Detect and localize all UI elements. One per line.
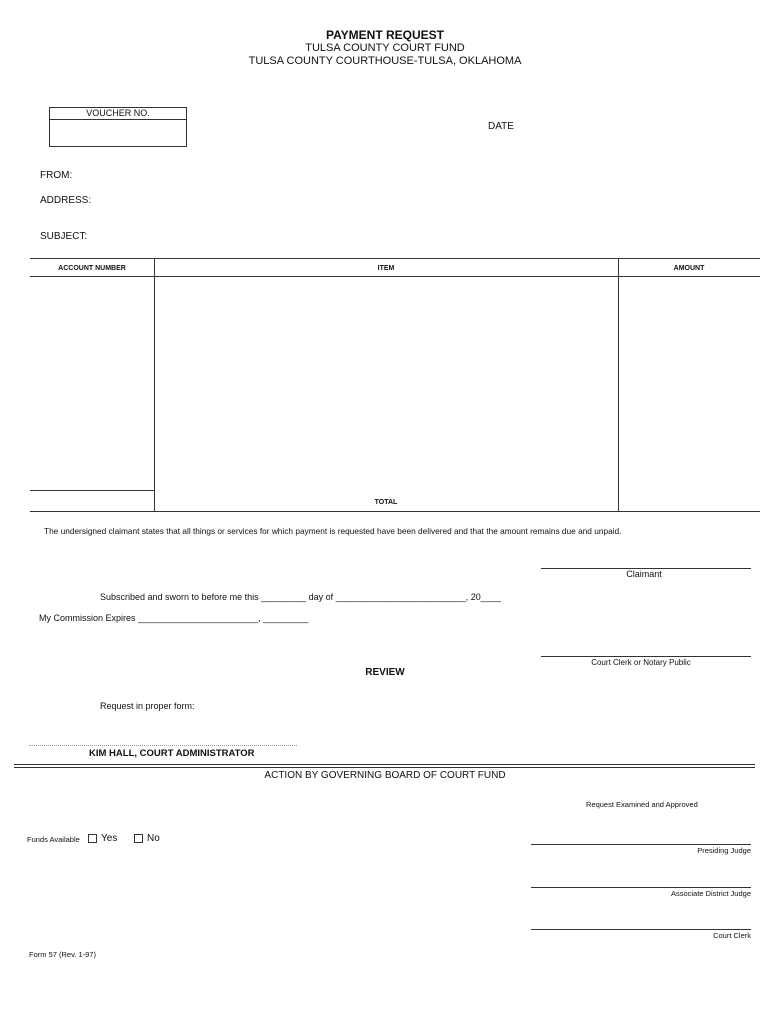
yes-checkbox[interactable] (88, 834, 97, 843)
associate-judge-label: Associate District Judge (670, 889, 751, 898)
col-amount: AMOUNT (673, 265, 705, 272)
associate-judge-signature-line[interactable] (531, 886, 751, 888)
claimant-label: Claimant (626, 569, 662, 579)
form-number: Form 57 (Rev. 1-97) (29, 950, 96, 959)
court-clerk-label: Court Clerk (713, 931, 751, 940)
presiding-judge-signature-line[interactable] (531, 843, 751, 845)
account-total-divider (30, 490, 154, 491)
court-clerk-signature-line[interactable] (531, 928, 751, 930)
presiding-judge-label: Presiding Judge (697, 846, 751, 855)
total-label: TOTAL (374, 499, 398, 506)
items-table (30, 258, 760, 512)
voucher-box[interactable] (49, 107, 187, 147)
yes-label: Yes (101, 833, 118, 844)
no-label: No (147, 833, 160, 844)
no-option[interactable] (134, 833, 160, 844)
action-title: ACTION BY GOVERNING BOARD OF COURT FUND (264, 770, 506, 781)
amount-entry-area[interactable] (619, 276, 760, 490)
review-title: REVIEW (365, 667, 405, 678)
form-title: PAYMENT REQUEST (325, 28, 445, 42)
proper-form-label: Request in proper form: (100, 701, 195, 711)
funds-available-label: Funds Available (27, 835, 80, 844)
col-item: ITEM (377, 265, 395, 272)
administrator-name: KIM HALL, COURT ADMINISTRATOR (89, 748, 255, 759)
sworn-statement: Subscribed and sworn to before me this _________ day of __________________________, 20____ (100, 592, 501, 602)
subject-label: SUBJECT: (40, 231, 88, 242)
notary-label: Court Clerk or Notary Public (591, 658, 691, 667)
examined-approved-label: Request Examined and Approved (586, 800, 698, 809)
section-divider-bottom (14, 767, 755, 768)
item-entry-area[interactable] (154, 276, 618, 490)
col-account-number: ACCOUNT NUMBER (58, 265, 126, 272)
commission-expires: My Commission Expires ________________________, _________ (39, 613, 309, 623)
section-divider-top (14, 764, 755, 765)
fund-name: TULSA COUNTY COURT FUND (305, 42, 465, 54)
voucher-label: VOUCHER NO. (50, 108, 186, 120)
yes-option[interactable] (88, 833, 117, 844)
no-checkbox[interactable] (134, 834, 143, 843)
courthouse-name: TULSA COUNTY COURTHOUSE-TULSA, OKLAHOMA (248, 55, 522, 67)
address-label: ADDRESS: (40, 195, 92, 206)
from-label: FROM: (40, 170, 73, 181)
notary-signature-line[interactable] (541, 655, 751, 657)
administrator-signature-line[interactable] (29, 745, 297, 746)
account-entry-area[interactable] (30, 276, 154, 490)
date-label: DATE (488, 121, 514, 132)
total-amount-field[interactable] (619, 491, 760, 510)
claimant-statement: The undersigned claimant states that all things or services for which payment is requested have been delivered and that the amount remains due and unpaid. (44, 526, 622, 536)
